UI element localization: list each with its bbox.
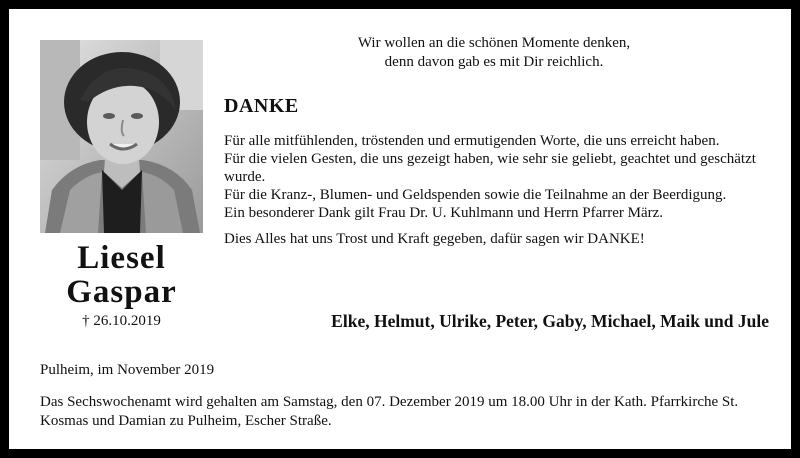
obituary-card: [9, 9, 791, 449]
thanks-paragraph: Für die vielen Gesten, die uns gezeigt haben, wie sehr sie geliebt, geachtet und geschätzt wurde.: [224, 151, 756, 185]
thanks-paragraph: Für die Kranz-, Blumen- und Geldspenden sowie die Teilnahme an der Beerdigung.: [224, 187, 727, 203]
thanks-heading: DANKE: [224, 95, 299, 117]
first-name: Liesel: [77, 240, 166, 276]
motto-line-2: denn davon gab es mit Dir reichlich.: [384, 54, 604, 70]
last-name: Gaspar: [66, 274, 177, 310]
portrait-photo: [40, 40, 203, 233]
closing-sentence: Dies Alles hat uns Trost und Kraft gegeben, dafür sagen wir DANKE!: [224, 231, 645, 247]
motto-line-1: Wir wollen an die schönen Momente denken,: [357, 35, 631, 51]
mass-notice: Das Sechswochenamt wird gehalten am Samstag, den 07. Dezember 2019 um 18.00 Uhr in der Kath. Pfarrkirche St. Kosmas und Damian zu Pulheim, Escher Straße.: [40, 394, 739, 429]
thanks-paragraph: Ein besonderer Dank gilt Frau Dr. U. Kuhlmann und Herrn Pfarrer März.: [224, 205, 664, 221]
thanks-paragraph: Für alle mitfühlenden, tröstenden und ermutigenden Worte, die uns erreicht haben.: [224, 133, 720, 149]
deceased-name: [40, 241, 203, 309]
motto: [234, 34, 754, 72]
signers: Elke, Helmut, Ulrike, Peter, Gaby, Michael, Maik und Jule: [331, 311, 769, 331]
thanks-text: [224, 132, 769, 248]
death-date: † 26.10.2019: [82, 313, 161, 329]
place-date: Pulheim, im November 2019: [40, 362, 215, 378]
